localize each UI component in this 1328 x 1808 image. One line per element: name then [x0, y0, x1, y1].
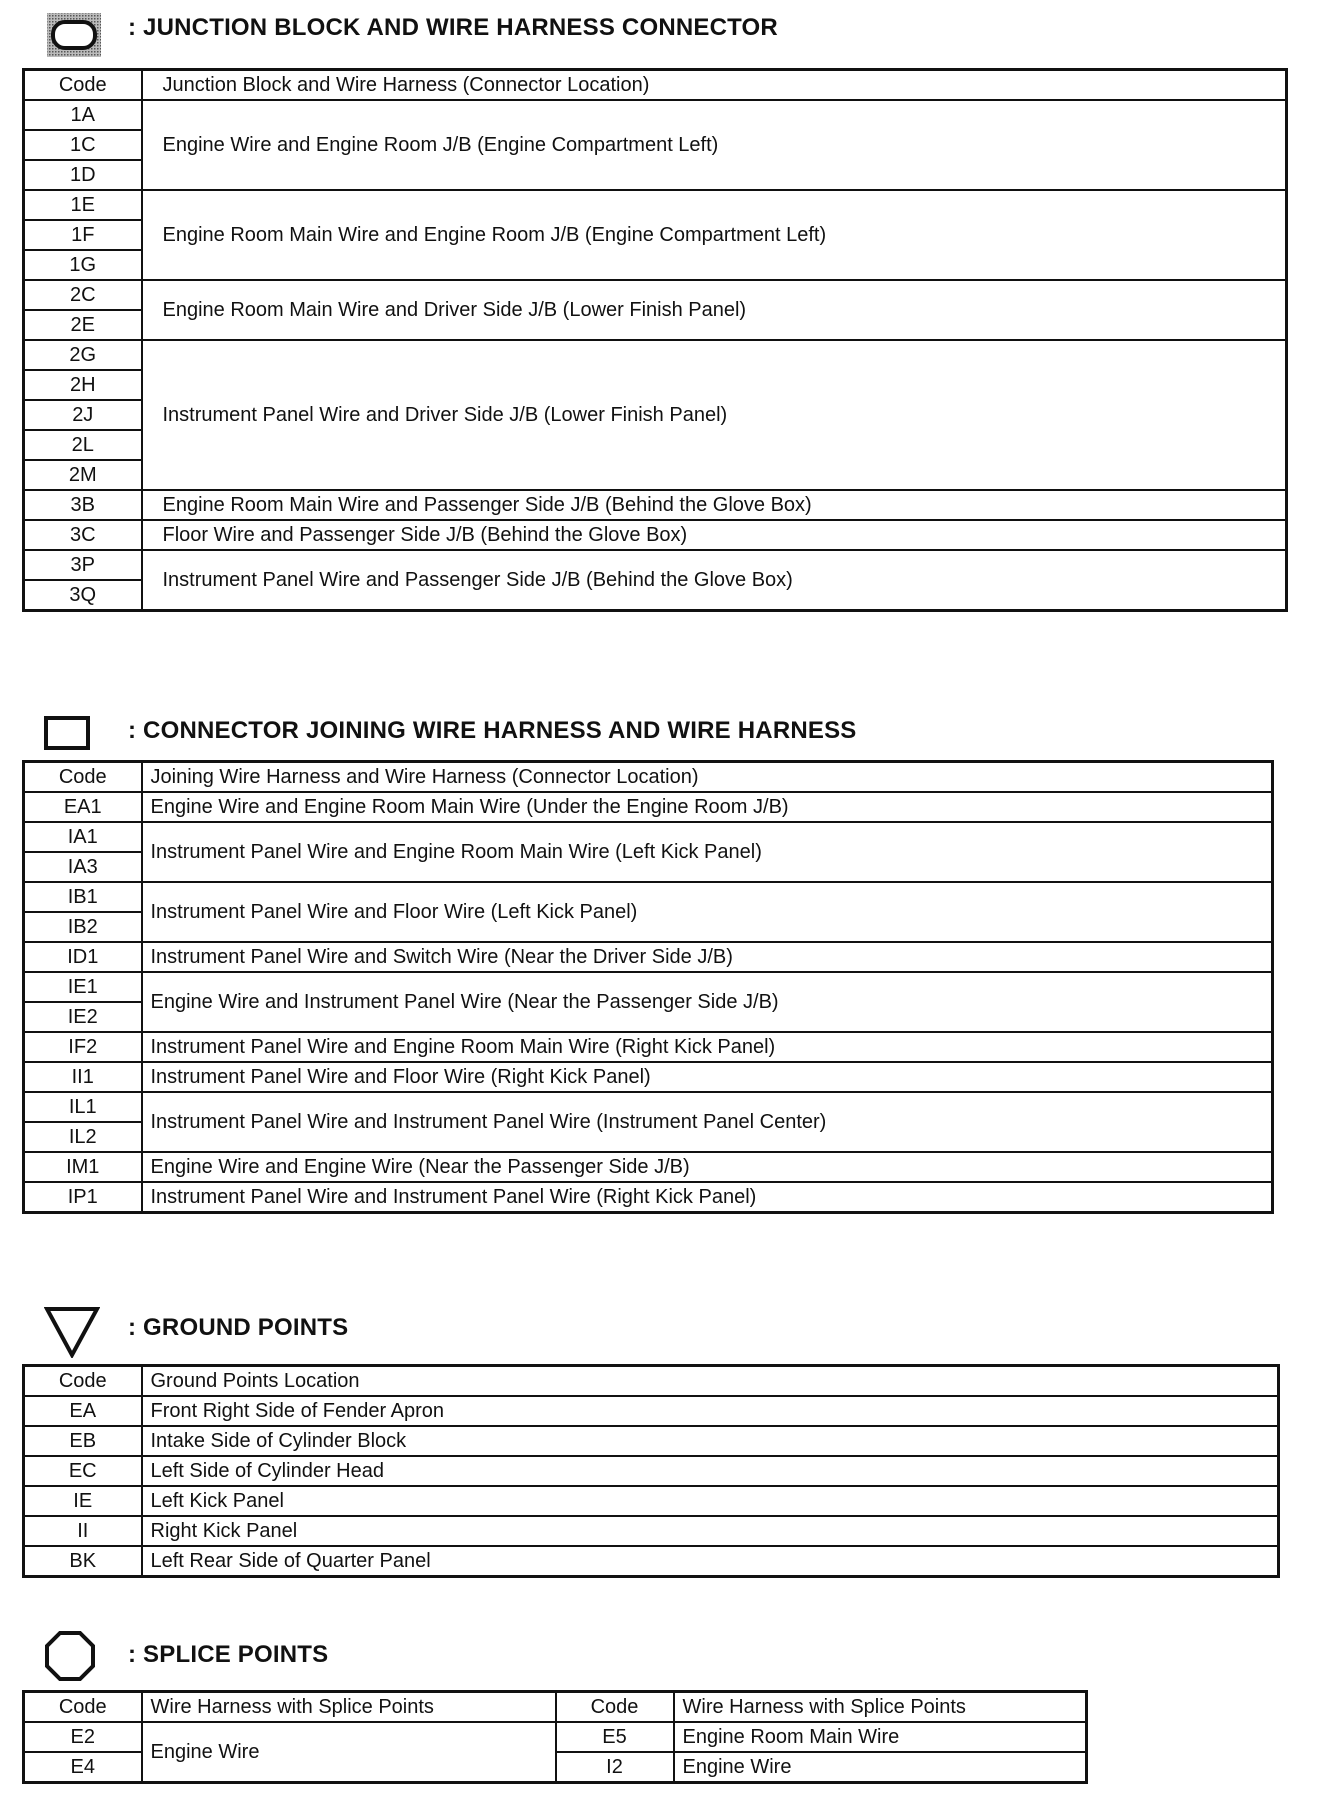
desc-cell: Engine Room Main Wire and Passenger Side J/B (Behind the Glove Box) — [142, 490, 1287, 520]
code-cell: IE2 — [24, 1002, 142, 1032]
desc-cell: Instrument Panel Wire and Passenger Side J/B (Behind the Glove Box) — [142, 550, 1287, 611]
table-row — [24, 190, 1287, 220]
code-cell: 2G — [24, 340, 142, 370]
ground-table — [22, 1364, 1280, 1578]
table-row — [24, 1546, 1279, 1577]
header-desc-right: Wire Harness with Splice Points — [674, 1692, 1087, 1723]
desc-cell: Engine Wire and Instrument Panel Wire (Near the Passenger Side J/B) — [142, 972, 1273, 1032]
header-desc: Wire Harness with Splice Points — [142, 1692, 556, 1723]
code-cell: IL2 — [24, 1122, 142, 1152]
desc-cell: Left Rear Side of Quarter Panel — [142, 1546, 1279, 1577]
desc-cell: Engine Wire and Engine Room Main Wire (Under the Engine Room J/B) — [142, 792, 1273, 822]
code-cell: E2 — [24, 1722, 142, 1752]
table-row — [24, 882, 1273, 912]
desc-cell: Instrument Panel Wire and Engine Room Main Wire (Left Kick Panel) — [142, 822, 1273, 882]
code-cell: IB2 — [24, 912, 142, 942]
desc-cell: Front Right Side of Fender Apron — [142, 1396, 1279, 1426]
code-cell: II1 — [24, 1062, 142, 1092]
code-cell: I2 — [556, 1752, 674, 1783]
code-cell: 3C — [24, 520, 142, 550]
desc-cell: Left Side of Cylinder Head — [142, 1456, 1279, 1486]
header-code: Code — [24, 1692, 142, 1723]
code-cell: 2C — [24, 280, 142, 310]
code-cell: EA — [24, 1396, 142, 1426]
code-cell: 1D — [24, 160, 142, 190]
desc-cell: Instrument Panel Wire and Instrument Panel Wire (Right Kick Panel) — [142, 1182, 1273, 1213]
code-cell: II — [24, 1516, 142, 1546]
code-cell: 2L — [24, 430, 142, 460]
table-row — [24, 942, 1273, 972]
code-cell: 1F — [24, 220, 142, 250]
desc-cell: Instrument Panel Wire and Floor Wire (Right Kick Panel) — [142, 1062, 1273, 1092]
header-code: Code — [24, 1366, 142, 1397]
code-cell: IM1 — [24, 1152, 142, 1182]
connector-square-icon — [44, 716, 90, 750]
code-cell: E5 — [556, 1722, 674, 1752]
code-cell: E4 — [24, 1752, 142, 1783]
junction-header-row — [24, 70, 1287, 101]
table-row — [24, 280, 1287, 310]
desc-cell: Intake Side of Cylinder Block — [142, 1426, 1279, 1456]
code-cell: IL1 — [24, 1092, 142, 1122]
code-cell: EB — [24, 1426, 142, 1456]
header-code: Code — [24, 762, 142, 793]
table-row — [24, 1062, 1273, 1092]
code-cell: IA3 — [24, 852, 142, 882]
table-row — [24, 1456, 1279, 1486]
header-desc: Ground Points Location — [142, 1366, 1279, 1397]
table-row — [24, 792, 1273, 822]
code-cell: EA1 — [24, 792, 142, 822]
splice-table — [22, 1690, 1088, 1784]
connector-section-title: : CONNECTOR JOINING WIRE HARNESS AND WIRE HARNESS — [128, 717, 857, 744]
code-cell: ID1 — [24, 942, 142, 972]
desc-cell: Engine Room Main Wire and Driver Side J/B (Lower Finish Panel) — [142, 280, 1287, 340]
code-cell: 1E — [24, 190, 142, 220]
code-cell: IE1 — [24, 972, 142, 1002]
code-cell: 3B — [24, 490, 142, 520]
table-row — [24, 1722, 1087, 1752]
table-row — [24, 1032, 1273, 1062]
desc-cell: Engine Wire — [674, 1752, 1087, 1783]
splice-section-title: : SPLICE POINTS — [128, 1641, 329, 1668]
desc-cell: Floor Wire and Passenger Side J/B (Behind the Glove Box) — [142, 520, 1287, 550]
junction-table — [22, 68, 1288, 612]
ground-triangle-icon — [44, 1306, 100, 1358]
table-row — [24, 550, 1287, 580]
table-row — [24, 100, 1287, 130]
ground-section-title: : GROUND POINTS — [128, 1314, 349, 1341]
table-row — [24, 1396, 1279, 1426]
code-cell: 3Q — [24, 580, 142, 611]
junction-section-title: : JUNCTION BLOCK AND WIRE HARNESS CONNECTOR — [128, 14, 778, 41]
desc-cell: Instrument Panel Wire and Instrument Panel Wire (Instrument Panel Center) — [142, 1092, 1273, 1152]
desc-cell: Engine Wire and Engine Wire (Near the Passenger Side J/B) — [142, 1152, 1273, 1182]
code-cell: IB1 — [24, 882, 142, 912]
table-row — [24, 520, 1287, 550]
code-cell: 1C — [24, 130, 142, 160]
header-code: Code — [24, 70, 142, 101]
desc-cell: Instrument Panel Wire and Engine Room Main Wire (Right Kick Panel) — [142, 1032, 1273, 1062]
code-cell: IP1 — [24, 1182, 142, 1213]
table-row — [24, 1486, 1279, 1516]
splice-octagon-icon — [44, 1630, 96, 1682]
header-desc: Junction Block and Wire Harness (Connector Location) — [142, 70, 1287, 101]
code-cell: IA1 — [24, 822, 142, 852]
desc-cell: Instrument Panel Wire and Driver Side J/B (Lower Finish Panel) — [142, 340, 1287, 490]
table-row — [24, 822, 1273, 852]
table-row — [24, 1182, 1273, 1213]
code-cell: 1G — [24, 250, 142, 280]
code-cell: 2M — [24, 460, 142, 490]
code-cell: 2H — [24, 370, 142, 400]
table-row — [24, 1152, 1273, 1182]
header-desc: Joining Wire Harness and Wire Harness (Connector Location) — [142, 762, 1273, 793]
desc-cell: Engine Wire — [142, 1722, 556, 1783]
connector-table — [22, 760, 1274, 1214]
junction-block-icon — [46, 12, 102, 58]
table-row — [24, 972, 1273, 1002]
table-row — [24, 490, 1287, 520]
desc-cell: Instrument Panel Wire and Floor Wire (Left Kick Panel) — [142, 882, 1273, 942]
desc-cell: Engine Room Main Wire — [674, 1722, 1087, 1752]
code-cell: BK — [24, 1546, 142, 1577]
desc-cell: Engine Room Main Wire and Engine Room J/B (Engine Compartment Left) — [142, 190, 1287, 280]
table-row — [24, 1092, 1273, 1122]
desc-cell: Left Kick Panel — [142, 1486, 1279, 1516]
code-cell: IE — [24, 1486, 142, 1516]
table-row — [24, 1426, 1279, 1456]
splice-header-row — [24, 1692, 1087, 1723]
desc-cell: Right Kick Panel — [142, 1516, 1279, 1546]
code-cell: IF2 — [24, 1032, 142, 1062]
header-code-right: Code — [556, 1692, 674, 1723]
code-cell: 2J — [24, 400, 142, 430]
code-cell: 1A — [24, 100, 142, 130]
code-cell: 3P — [24, 550, 142, 580]
connector-header-row — [24, 762, 1273, 793]
code-cell: 2E — [24, 310, 142, 340]
ground-header-row — [24, 1366, 1279, 1397]
desc-cell: Instrument Panel Wire and Switch Wire (Near the Driver Side J/B) — [142, 942, 1273, 972]
desc-cell: Engine Wire and Engine Room J/B (Engine Compartment Left) — [142, 100, 1287, 190]
table-row — [24, 1516, 1279, 1546]
code-cell: EC — [24, 1456, 142, 1486]
table-row — [24, 340, 1287, 370]
